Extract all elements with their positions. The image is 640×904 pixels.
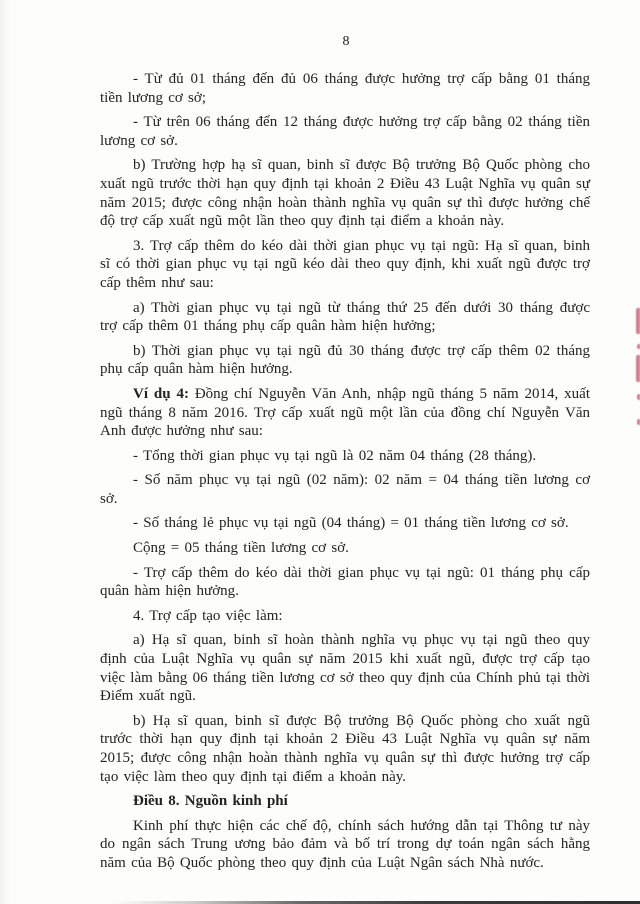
paragraph: - Từ trên 06 tháng đến 12 tháng được hưởng trợ cấp bằng 02 tháng tiền lương cơ sở.: [100, 114, 590, 149]
paragraph: - Số tháng lẻ phục vụ tại ngũ (04 tháng) = 01 tháng tiền lương cơ sở.: [133, 515, 569, 532]
page-number: 8: [342, 34, 350, 49]
paragraph: - Tổng thời gian phục vụ tại ngũ là 02 năm 04 tháng (28 tháng).: [133, 447, 537, 464]
paragraph: a) Hạ sĩ quan, binh sĩ hoàn thành nghĩa vụ phục vụ tại ngũ theo quy định của Luật Nghĩa vụ quân sự năm 2015 khi xuất ngũ, được trợ cấp tạo việc làm bằng 06 tháng tiền lương cơ sở theo quy định của Chính phủ tại thời Điểm xuất ngũ.: [100, 632, 590, 705]
paragraph: Ví dụ 4: Đồng chí Nguyễn Văn Anh, nhập ngũ tháng 5 năm 2014, xuất ngũ tháng 8 năm 2016. Trợ cấp xuất ngũ một lần của đồng chí Nguyễn Văn Anh được hưởng như sau:: [100, 385, 590, 440]
paragraph: a) Thời gian phục vụ tại ngũ từ tháng thứ 25 đến dưới 30 tháng được trợ cấp thêm 01 tháng phụ cấp quân hàm hiện hưởng;: [100, 299, 590, 335]
document-body: [100, 70, 590, 873]
paragraph: Kinh phí thực hiện các chế độ, chính sách hướng dẫn tại Thông tư này do ngân sách Trung ương bảo đảm và bố trí trong dự toán ngân sách hằng năm của Bộ Quốc phòng theo quy định của Luật Ngân sách Nhà nước.: [100, 817, 590, 871]
paragraph: - Số năm phục vụ tại ngũ (02 năm): 02 năm = 04 tháng tiền lương cơ sở.: [100, 472, 590, 507]
red-ink-artifact: [636, 308, 640, 334]
paragraph: b) Trường hợp hạ sĩ quan, binh sĩ được Bộ trưởng Bộ Quốc phòng cho xuất ngũ trước thời hạn quy định tại khoản 2 Điều 43 Luật Nghĩa vụ quân sự năm 2015; được công nhận hoàn thành nghĩa vụ quân sự thì được hưởng chế độ trợ cấp xuất ngũ một lần theo quy định tại điểm a khoản này.: [100, 157, 590, 230]
section-heading: [100, 792, 590, 811]
paragraph: 4. Trợ cấp tạo việc làm:: [133, 607, 283, 624]
paragraph: b) Hạ sĩ quan, binh sĩ được Bộ trưởng Bộ Quốc phòng cho xuất ngũ trước thời hạn quy định tại khoản 2 Điều 43 Luật Nghĩa vụ quân sự năm 2015; được công nhận hoàn thành nghĩa vụ quân sự thì được hưởng trợ cấp tạo việc làm theo quy định tại điểm a khoản này.: [100, 712, 590, 785]
paragraph: - Từ đủ 01 tháng đến đủ 06 tháng được hưởng trợ cấp bằng 01 tháng tiền lương cơ sở;: [100, 71, 590, 106]
paragraph: Cộng = 05 tháng tiền lương cơ sở.: [133, 540, 349, 557]
paragraph-bold-lead: Điều 8. Nguồn kinh phí: [133, 793, 288, 810]
red-ink-artifact: [636, 355, 640, 382]
paragraph: - Trợ cấp thêm do kéo dài thời gian phục vụ tại ngũ: 01 tháng phụ cấp quân hàm hiện hưởng.: [100, 564, 590, 600]
paragraph: b) Thời gian phục vụ tại ngũ đủ 30 tháng được trợ cấp thêm 02 tháng phụ cấp quân hàm hiện hưởng.: [100, 342, 590, 378]
paragraph-bold-lead: Ví dụ 4:: [133, 385, 189, 402]
paragraph: 3. Trợ cấp thêm do kéo dài thời gian phục vụ tại ngũ: Hạ sĩ quan, binh sĩ có thời gian phục vụ tại ngũ kéo dài theo quy định, khi xuất ngũ được trợ cấp thêm như sau:: [100, 237, 590, 291]
